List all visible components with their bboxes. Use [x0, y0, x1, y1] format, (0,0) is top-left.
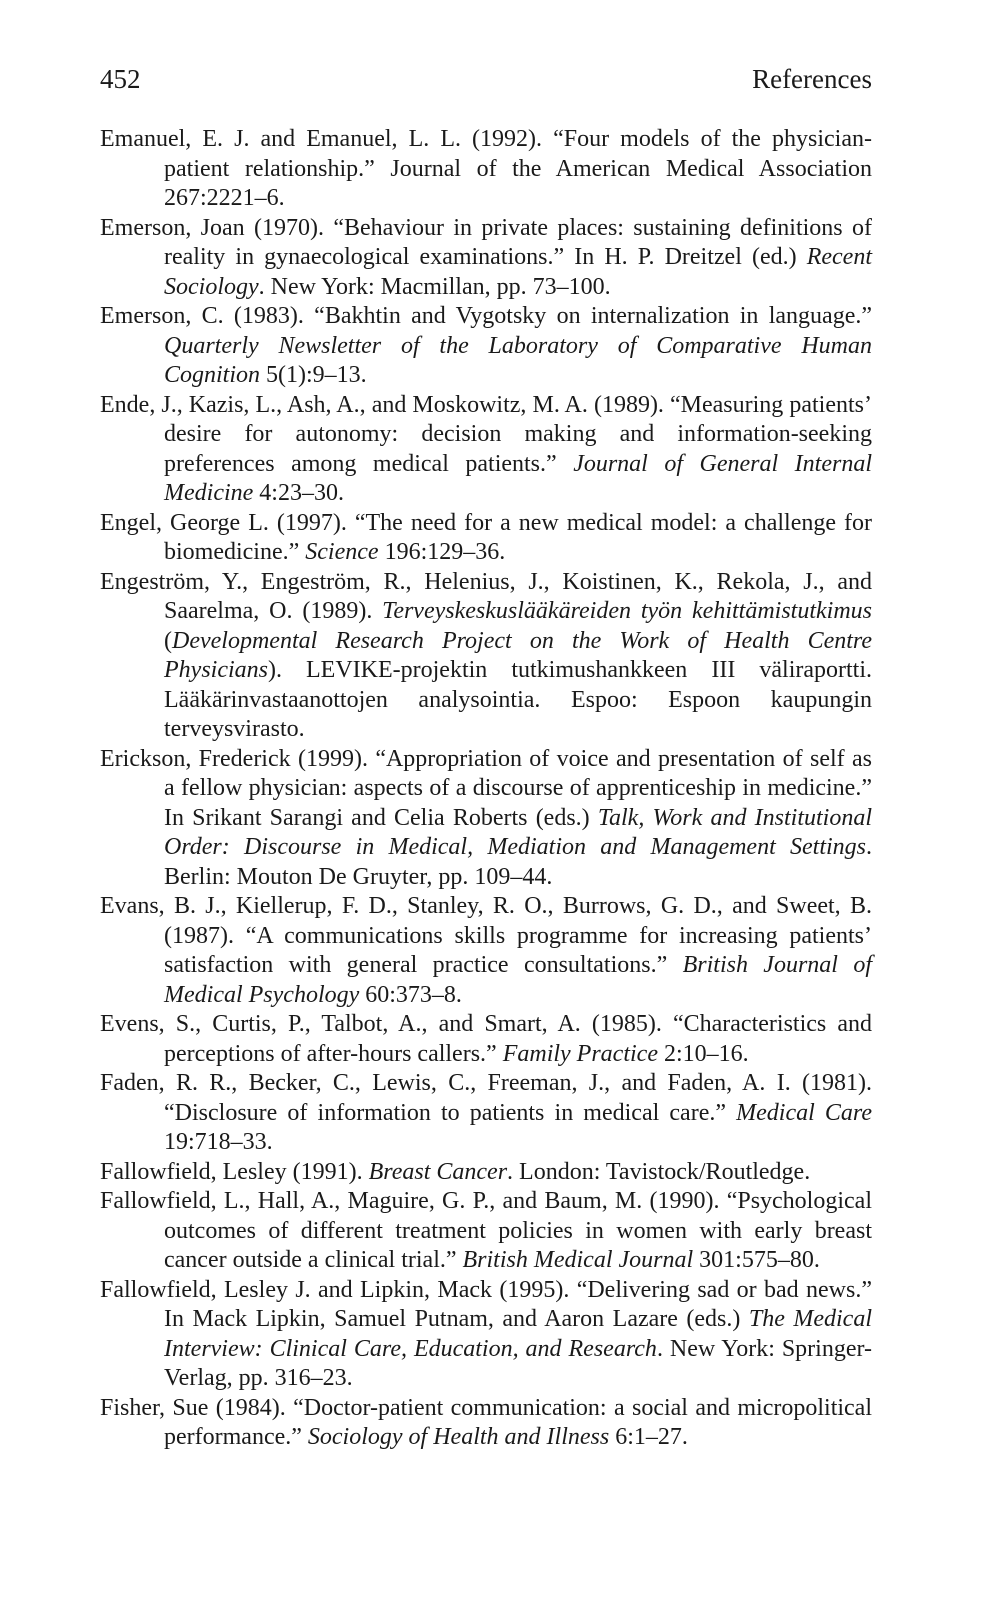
reference-title-italic: Breast Cancer — [368, 1158, 508, 1185]
reference-text: . Berlin: Mouton De Gruyter, pp. 109–44. — [164, 834, 872, 890]
reference-text: Emanuel, E. J. and Emanuel, L. L. (1992). “Four models of the physician-patient relationship.” Journal of the American Medical Association 267:2221–6. — [100, 126, 872, 211]
reference-text: 6:1–27. — [609, 1424, 688, 1450]
reference-entry — [100, 1010, 872, 1069]
reference-title-italic: Sociology of Health and Illness — [307, 1424, 610, 1450]
reference-entry — [100, 568, 872, 745]
reference-text: Evans, B. J., Kiellerup, F. D., Stanley, R. O., Burrows, G. D., and Sweet, B. (1987). “A communications skills programme for increasing patients’ satisfaction with general practice consultations.” — [100, 893, 872, 978]
reference-text: Evens, S., Curtis, P., Talbot, A., and Smart, A. (1985). “Characteristics and perceptions of after-hours callers.” — [100, 1011, 872, 1067]
reference-title-italic: Recent Sociology — [164, 244, 872, 300]
reference-entry — [100, 1276, 872, 1394]
reference-text: 196:129–36. — [378, 539, 506, 565]
reference-text: Erickson, Frederick (1999). “Appropriation of voice and presentation of self as a fellow physician: aspects of a discourse of apprenticeship in medicine.” In Srikant Sarangi and Celia Roberts (eds.) — [100, 745, 872, 831]
reference-text: ). LEVIKE-projektin tutkimushankkeen III väliraportti. Lääkärinvastaanottojen analysointia. Espoo: Espoon kaupungin terveysvirasto. — [164, 657, 872, 742]
reference-text: 4:23–30. — [253, 480, 344, 506]
reference-text: 301:575–80. — [693, 1247, 820, 1273]
reference-entry — [100, 214, 872, 303]
reference-text: Fisher, Sue (1984). “Doctor-patient communication: a social and micropolitical performance.” — [100, 1394, 872, 1450]
reference-text: Engel, George L. (1997). “The need for a new medical model: a challenge for biomedicine.” — [100, 509, 872, 565]
reference-text: 5(1):9–13. — [260, 362, 367, 388]
reference-text: 19:718–33. — [164, 1129, 273, 1155]
reference-text: . London: Tavistock/Routledge. — [507, 1158, 811, 1185]
reference-entry — [100, 1158, 872, 1188]
reference-text: ( — [164, 627, 172, 654]
reference-title-italic: Terveyskeskuslääkäreiden työn kehittämistutkimus — [382, 598, 872, 624]
reference-text: 60:373–8. — [359, 981, 462, 1008]
reference-entry — [100, 125, 872, 214]
reference-list — [100, 125, 872, 1453]
reference-entry — [100, 1187, 872, 1276]
reference-text: Fallowfield, Lesley J. and Lipkin, Mack (1995). “Delivering sad or bad news.” In Mack Lipkin, Samuel Putnam, and Aaron Lazare (eds.) — [100, 1276, 872, 1332]
reference-text: 2:10–16. — [657, 1040, 749, 1067]
reference-entry — [100, 302, 872, 391]
reference-text: Emerson, C. (1983). “Bakhtin and Vygotsky on internalization in language.” — [100, 303, 872, 329]
reference-title-italic: Journal of General Internal Medicine — [164, 450, 872, 506]
reference-text: Faden, R. R., Becker, C., Lewis, C., Freeman, J., and Faden, A. I. (1981). “Disclosure of information to patients in medical care.” — [100, 1070, 872, 1126]
reference-entry — [100, 1069, 872, 1158]
page-number: 452 — [100, 64, 141, 94]
reference-entry — [100, 892, 872, 1010]
reference-title-italic: Medical Care — [736, 1099, 872, 1126]
reference-entry — [100, 391, 872, 509]
reference-title-italic: Science — [305, 539, 379, 565]
reference-text: Emerson, Joan (1970). “Behaviour in private places: sustaining definitions of reality in gynaecological examinations.” In H. P. Dreitzel (ed.) — [100, 214, 872, 270]
reference-title-italic: Talk, Work and Institutional Order: Discourse in Medical, Mediation and Management Settings — [164, 804, 872, 860]
reference-text: Engeström, Y., Engeström, R., Helenius, J., Koistinen, K., Rekola, J., and Saarelma, O. (1989). — [100, 568, 872, 624]
reference-entry — [100, 745, 872, 893]
reference-title-italic: British Medical Journal — [462, 1247, 694, 1273]
reference-text: . New York: Macmillan, pp. 73–100. — [258, 273, 611, 300]
reference-title-italic: Quarterly Newsletter of the Laboratory of Comparative Human Cognition — [164, 332, 872, 388]
reference-entry — [100, 1394, 872, 1453]
reference-entry — [100, 509, 872, 568]
reference-text: Fallowfield, L., Hall, A., Maguire, G. P., and Baum, M. (1990). “Psychological outcomes of different treatment policies in women with early breast cancer outside a clinical trial.” — [100, 1188, 872, 1273]
page-header — [100, 62, 872, 96]
running-title: References — [752, 64, 872, 94]
reference-title-italic: Family Practice — [502, 1040, 658, 1067]
reference-text: . New York: Springer-Verlag, pp. 316–23. — [164, 1335, 872, 1391]
reference-text: Fallowfield, Lesley (1991). — [100, 1158, 369, 1185]
reference-title-italic: British Journal of Medical Psychology — [164, 952, 872, 1008]
reference-title-italic: The Medical Interview: Clinical Care, Education, and Research — [164, 1306, 872, 1362]
reference-title-italic: Developmental Research Project on the Work of Health Centre Physicians — [164, 627, 872, 683]
reference-text: Ende, J., Kazis, L., Ash, A., and Moskowitz, M. A. (1989). “Measuring patients’ desire for autonomy: decision making and information-seeking preferences among medical patients.” — [100, 391, 872, 477]
